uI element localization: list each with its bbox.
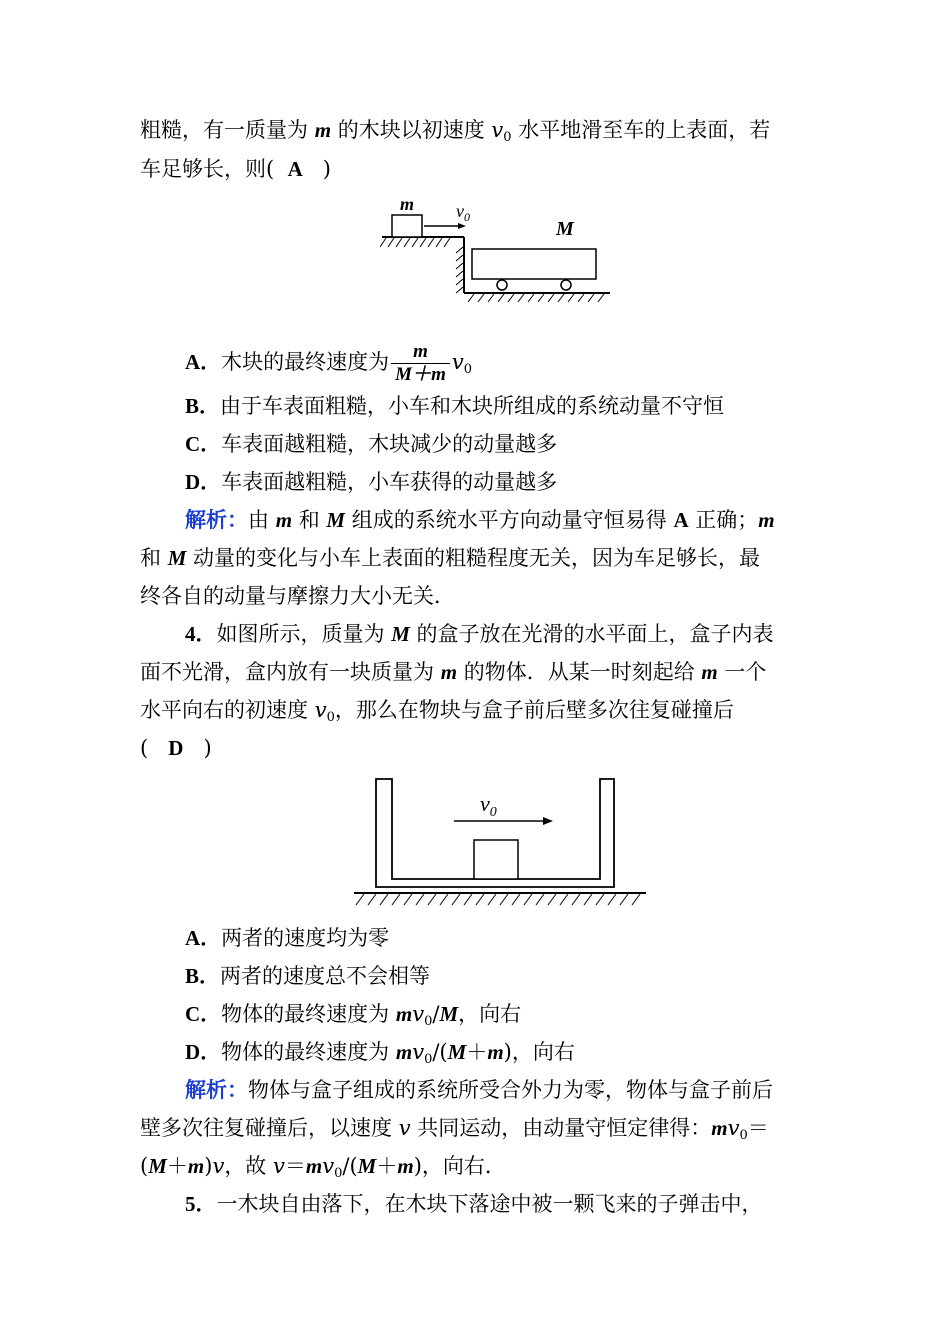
q5-line-1: 5．一木块自由落下，在木块下落途中被一颗飞来的子弹击中， (185, 1192, 763, 1216)
q4-line-3: 水平向右的初速度 $v_0$，那么在物块与盒子前后壁多次往复碰撞后 (140, 698, 734, 725)
q4-option-b: B．两者的速度总不会相等 (185, 964, 431, 988)
q4-option-c: C．物体的最终速度为 $mv_0/M$，向右 (185, 1002, 522, 1029)
fraction: $\frac{m}{M+m}$ (391, 341, 450, 386)
block-m (474, 840, 518, 879)
q4-option-a: A．两者的速度均为零 (185, 926, 390, 950)
q3-option-c: C．车表面越粗糙，木块减少的动量越多 (185, 432, 558, 456)
q4-figure (350, 775, 650, 913)
q4-answer: D (168, 736, 184, 760)
q3-option-b: B．由于车表面粗糙，小车和木块所组成的系统动量不守恒 (185, 394, 725, 418)
q4-analysis-line-2: 壁多次往复碰撞后，以速度 v 共同运动，由动量守恒定律得：$mv_0=$ (140, 1116, 769, 1143)
label-v0: $v_0$ (456, 201, 470, 224)
cart-M (472, 249, 596, 279)
q4-analysis-line-3: (M＋m)v，故 $v=mv_0/(M+m)$，向右． (140, 1154, 506, 1181)
q4-line-2: 面不光滑，盒内放有一块质量为 m 的物体．从某一时刻起给 m 一个 (140, 660, 767, 684)
q3-analysis-line-3: 终各自的动量与摩擦力大小无关． (140, 584, 455, 608)
q3-answer: A (287, 157, 303, 181)
q3-line-2: 车足够长，则( A ) (140, 157, 331, 181)
q3-figure (380, 195, 620, 305)
q4-option-d: D．物体的最终速度为 $mv_0/(M+m)$，向右 (185, 1040, 575, 1067)
q3-analysis-line-2: 和 M 动量的变化与小车上表面的粗糙程度无关，因为车足够长，最 (140, 546, 761, 570)
q4-line-1: 4．如图所示，质量为 M 的盒子放在光滑的水平面上，盒子内表 (185, 622, 774, 646)
label-M: M (556, 218, 574, 240)
q3-line-1: 粗糙，有一质量为 m 的木块以初速度 $v_0$ 水平地滑至车的上表面，若 (140, 118, 771, 145)
q4-analysis-line-1: 解析：物体与盒子组成的系统所受合外力为零，物体与盒子前后 (185, 1077, 773, 1102)
label-v0: $v_0$ (480, 791, 497, 820)
q3-option-d: D．车表面越粗糙，小车获得的动量越多 (185, 470, 558, 494)
label-m: m (400, 195, 415, 214)
q3-option-a: A．木块的最终速度为 $\frac{m}{M+m}$ $v_0$ (185, 341, 473, 385)
block-m (392, 215, 422, 237)
q4-line-4: ( D ) (140, 736, 212, 760)
q3-analysis-line-1: 解析：由 m 和 M 组成的系统水平方向动量守恒易得 A 正确；m (185, 507, 775, 532)
